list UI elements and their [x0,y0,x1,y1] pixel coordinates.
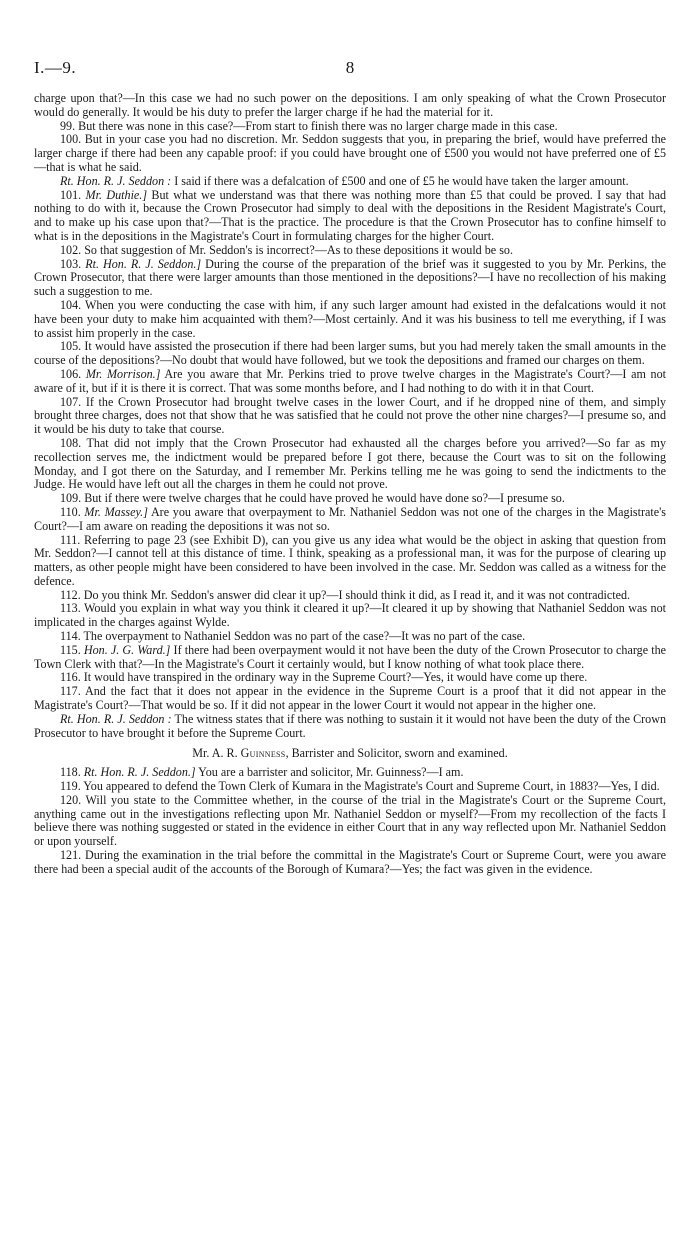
report-reference: I.—9. [34,58,77,77]
paragraph: 99. But there was none in this case?—From start to finish there was no larger charge made in this case. [60,118,558,133]
paragraph: 117. And the fact that it does not appear in the evidence in the Supreme Court is a proof that it did not appear in the Magistrate's Court?—That would be so. If it did not appear in the lower Court it would not appear in the higher one. [34,684,666,713]
speaker: Rt. Hon. R. J. Seddon.] [85,256,202,271]
paragraph: 120. Will you state to the Committee whether, in the course of the trial in the Magistrate's Court or the Supreme Court, anything came out in the investigations reflecting upon Mr. Nathaniel Seddon or myself?—From my recollection of the facts I believe there was nothing suggested or stated in the evidence in either Court that in any way reflected upon Mr. Nathaniel Seddon or upon yourself. [34,792,666,849]
speaker: Rt. Hon. R. J. Seddon : [60,711,172,726]
speaker: Mr. Duthie.] [85,187,148,202]
paragraph: charge upon that?—In this case we had no such power on the depositions. I am only speaking of what the Crown Prosecutor would do generally. It would be his duty to prefer the larger charge if he had the material for it. [34,91,666,119]
speaker: Mr. Morrison.] [85,366,161,381]
paragraph: 113. Would you explain in what way you think it cleared it up?—It cleared it up by showing that Nathaniel Seddon was not implicated in the charges against Wylde. [34,601,666,630]
paragraph: 109. But if there were twelve charges that he could have proved he would have done so?—I presume so. [60,491,565,506]
paragraph: 114. The overpayment to Nathaniel Seddon was no part of the case?—It was no part of the case. [60,629,526,644]
paragraph: 118. Rt. Hon. R. J. Seddon.] You are a barrister and solicitor, Mr. Guinness?—I am. [60,765,464,780]
paragraph: 103. Rt. Hon. R. J. Seddon.] During the course of the preparation of the brief was it suggested to you by Mr. Perkins, the Crown Prosecutor, that there were larger amounts than those mentioned in the depositions?—I have no recollection of his making such a suggestion to me. [34,256,666,299]
paragraph: 107. If the Crown Prosecutor had brought twelve cases in the lower Court, and if he dropped nine of them, and simply brought three charges, does not that show that he was satisfied that he could not prove the other nine charges?—I presume so, and it would be his duty to take that course. [34,394,666,437]
paragraph: 100. But in your case you had no discretion. Mr. Seddon suggests that you, in preparing the brief, would have preferred the larger charge if there had been any capable proof: if you could have brought one of £500 you would not have preferred one of £5—that is what he said. [34,132,666,174]
paragraph: 112. Do you think Mr. Seddon's answer did clear it up?—I should think it did, as I read it, and it was not contradicted. [60,587,631,602]
speaker: Rt. Hon. R. J. Seddon : [60,173,172,188]
speaker: Rt. Hon. R. J. Seddon.] [83,765,196,780]
paragraph: Rt. Hon. R. J. Seddon : The witness states that if there was nothing to sustain it it would not have been the duty of the Crown Prosecutor to have brought it before the Supreme Court. [34,711,667,740]
paragraph: 104. When you were conducting the case with him, if any such larger amount had existed in the defalcations would it not have been your duty to make him acquainted with them?—Most certainly. And it was his business to tell me everything, if I was to assist him properly in the case. [34,297,666,340]
paragraph: 115. Hon. J. G. Ward.] If there had been overpayment would it not have been the duty of the Crown Prosecutor to charge the Town Clerk with that?—In the Magistrate's Court it certainly would, but I know nothing of what took place there. [34,642,666,671]
speaker: Hon. J. G. Ward.] [83,642,171,657]
paragraph: Rt. Hon. R. J. Seddon : I said if there was a defalcation of £500 and one of £5 he would have taken the larger amount. [60,173,629,188]
page-number: 8 [345,58,355,77]
speaker: Mr. Massey.] [84,504,148,519]
witness-heading: Mr. A. R. Guinness, Barrister and Solicitor, sworn and examined. [192,746,508,761]
witness-name: Guinness [240,746,286,761]
paragraph: 108. That did not imply that the Crown Prosecutor had exhausted all the charges before you arrived?—So far as my recollection serves me, the indictment would be prepared before I got there, because the Court was to sit on the following Monday, and I got there on the Saturday, and I remember Mr. Perkins telling me he was going to send the indictments to the Judge. He would have left out all the charges in them he could not prove. [34,435,666,492]
minutes-body [34,92,666,877]
paragraph: 110. Mr. Massey.] Are you aware that overpayment to Mr. Nathaniel Seddon was not one of the charges in the Magistrate's Court?—I am aware on reading the depositions it was not so. [34,504,667,533]
page-header [34,58,666,80]
paragraph: 102. So that suggestion of Mr. Seddon's is incorrect?—As to these depositions it would be so. [60,242,513,257]
paragraph: 121. During the examination in the trial before the committal in the Magistrate's Court or Supreme Court, were you aware there had been a special audit of the accounts of the Borough of Kumara?—Yes; the fact was given in the evidence. [34,848,666,876]
paragraph: 119. You appeared to defend the Town Clerk of Kumara in the Magistrate's Court and Supreme Court, in 1883?—Yes, I did. [60,779,660,794]
paragraph: 106. Mr. Morrison.] Are you aware that Mr. Perkins tried to prove twelve charges in the Magistrate's Court?—I am not aware of it, but if it is there it is correct. That was some months before, and I had nothing to do with it in that Court. [34,366,666,395]
paragraph: 111. Referring to page 23 (see Exhibit D), can you give us any idea what would be the object in asking that question from Mr. Seddon?—I cannot tell at this distance of time. I think, speaking as a professional man, it was for the purpose of clearing up matters, as other people might have been considered to have been involved in the case. Mr. Seddon was called as a witness for the defence. [34,532,666,588]
paragraph: 105. It would have assisted the prosecution if there had been larger sums, but you had merely taken the small amounts in the course of the depositions?—No doubt that would have followed, but we took the depositions and framed our charges on them. [34,339,666,368]
paragraph: 116. It would have transpired in the ordinary way in the Supreme Court?—Yes, it would have come up there. [60,670,588,685]
paragraph: 101. Mr. Duthie.] But what we understand was that there was nothing more than £5 that could be proved. I say that had nothing to do with it, because the Crown Prosecutor had simply to deal with the depositions in the Resident Magistrate's Court, and to make up his case upon that?—That is the practice. The procedure is that the Crown Prosecutor has to confine himself to what is in the depositions in the Magistrate's Court in formulating charges for the higher Court. [34,187,667,243]
